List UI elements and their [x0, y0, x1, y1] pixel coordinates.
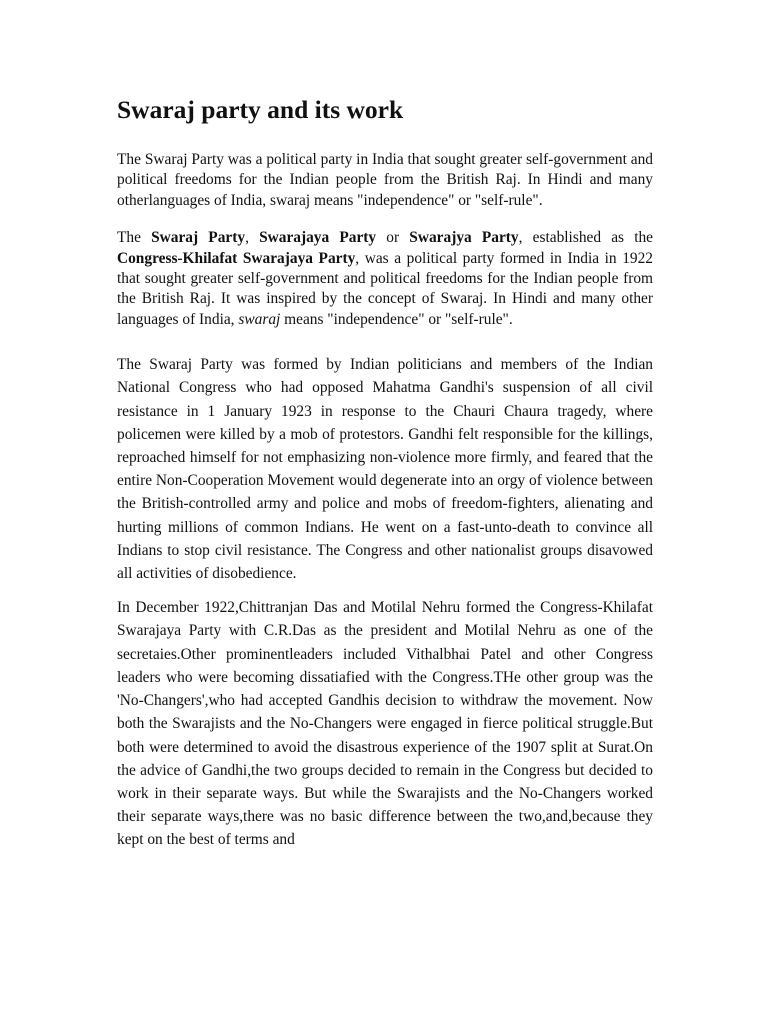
p2-text-1: The [117, 229, 152, 247]
p2-text-3: or [376, 229, 410, 247]
p2-bold-congress-khilafat: Congress-Khilafat Swarajaya Party [117, 249, 356, 267]
p2-text-2: , [245, 229, 260, 247]
document-title: Swaraj party and its work [117, 95, 404, 124]
p2-text-5: , was a political party formed in India in 1922 that sought greater self-government and political freedoms for the Indian people from the British Raj. It was inspired by the concept of Swaraj. In Hindi and many other languages of India, [117, 249, 653, 328]
p2-italic-swaraj: swaraj [238, 310, 281, 328]
document-page [117, 88, 653, 852]
p2-bold-swaraj-party: Swaraj Party [151, 229, 246, 247]
p2-bold-swarajya-party: Swarajya Party [409, 229, 519, 247]
paragraph-intro: The Swaraj Party was a political party in India that sought greater self-government and political freedoms for the Indian people from the British Raj. In Hindi and many otherlanguages of India, swaraj means "independence" or "self-rule". [117, 151, 653, 209]
p2-bold-swarajaya-party: Swarajaya Party [259, 229, 377, 247]
paragraph-december-1922: In December 1922,Chittranjan Das and Motilal Nehru formed the Congress-Khilafat Swarajaya Party with C.R.Das as the president and Motilal Nehru as one of the secretaies.Other prominentleaders included Vithalbhai Patel and other Congress leaders who were becoming dissatiafied with the Congress.THe other group was the 'No-Changers',who had accepted Gandhis decision to withdraw the movement. Now both the Swarajists and the No-Changers were engaged in fierce political struggle.But both were determined to avoid the disastrous experience of the 1907 split at Surat.On the advice of Gandhi,the two groups decided to remain in the Congress but decided to work in their separate ways. But while the Swarajists and the No-Changers worked their separate ways,there was no basic difference between the two,and,because they kept on the best of terms and [117, 599, 653, 849]
paragraph-formation: The Swaraj Party was formed by Indian politicians and members of the Indian National Congress who had opposed Mahatma Gandhi's suspension of all civil resistance in 1 January 1923 in response to the Chauri Chaura tragedy, where policemen were killed by a mob of protestors. Gandhi felt responsible for the killings, reproached himself for not emphasizing non-violence more firmly, and feared that the entire Non-Cooperation Movement would degenerate into an orgy of violence between the British-controlled army and police and mobs of freedom-fighters, alienating and hurting millions of common Indians. He went on a fast-unto-death to convince all Indians to stop civil resistance. The Congress and other nationalist groups disavowed all activities of disobedience. [117, 356, 653, 583]
p2-text-4: , established as the [518, 229, 654, 247]
paragraph-definition [117, 228, 653, 330]
p2-text-6: means "independence" or "self-rule". [280, 310, 513, 328]
